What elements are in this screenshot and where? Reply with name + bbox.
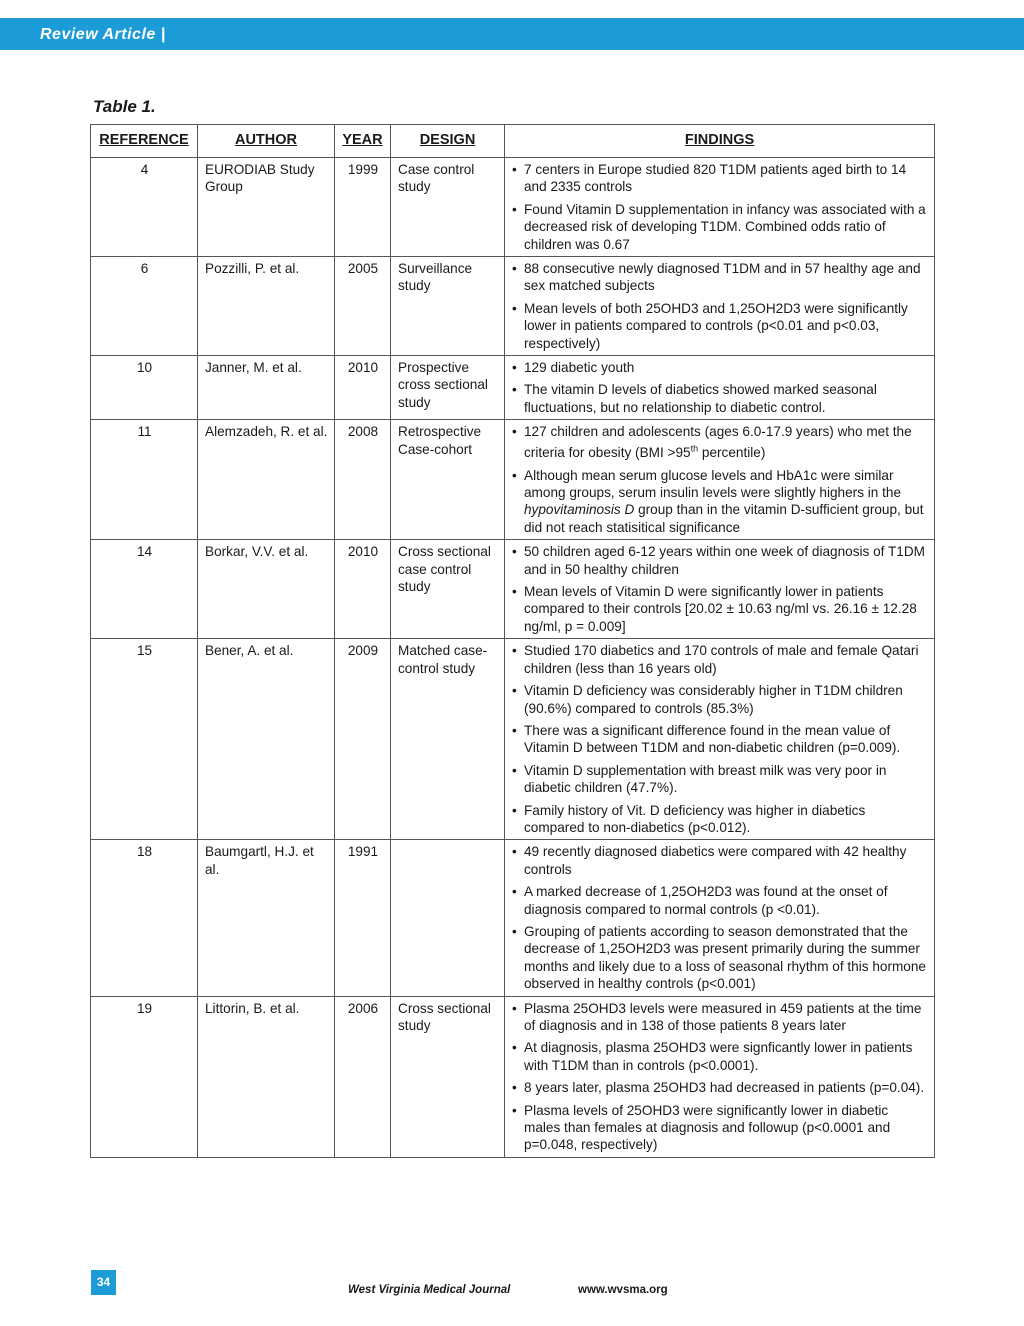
cell-findings [505,996,935,1157]
finding-item [512,543,928,578]
cell-year: 2008 [335,420,391,540]
table-header-row [91,125,935,158]
column-header-author: AUTHOR [198,125,335,158]
cell-reference: 19 [91,996,198,1157]
section-label: Review Article | [40,26,166,43]
bullet-icon: • [512,300,517,316]
table-row [91,840,935,996]
bullet-icon: • [512,261,517,277]
table-row [91,158,935,257]
footer-url: www.wvsma.org [578,1284,668,1296]
finding-item [512,381,928,416]
bullet-icon: • [512,884,517,900]
finding-item [512,161,928,196]
bullet-icon: • [512,544,517,560]
table-row [91,420,935,540]
findings-list [512,843,928,992]
cell-design: Cross sectional study [391,996,505,1157]
bullet-icon: • [512,722,517,738]
findings-list [512,423,928,536]
findings-list [512,359,928,416]
bullet-icon: • [512,382,517,398]
finding-item [512,423,928,461]
finding-text: Although mean serum glucose levels and HbA1c were similar among groups, serum insulin levels were slightly highers in the hypovitaminosis D group than in the vitamin D-sufficient group, but did not reach statisitical significance [524,467,924,535]
cell-year: 2009 [335,639,391,840]
finding-item [512,883,928,918]
finding-text: 88 consecutive newly diagnosed T1DM and in 57 healthy age and sex matched subjects [524,261,921,294]
cell-design [391,840,505,996]
cell-findings [505,639,935,840]
finding-item [512,260,928,295]
table-row [91,257,935,356]
bullet-icon: • [512,1102,517,1118]
table-body [91,158,935,1158]
cell-year: 2010 [335,356,391,420]
finding-text: 129 diabetic youth [524,360,635,376]
finding-text: Mean levels of Vitamin D were significantly lower in patients compared to their controls [20.02 ± 10.63 ng/ml vs. 26.16 ± 12.28 ng/ml, p = 0.009] [524,584,917,634]
cell-design: Matched case-control study [391,639,505,840]
column-header-design: DESIGN [391,125,505,158]
cell-design: Prospective cross sectional study [391,356,505,420]
cell-design: Case control study [391,158,505,257]
finding-item [512,682,928,717]
cell-findings [505,356,935,420]
finding-text: Vitamin D supplementation with breast milk was very poor in diabetic children (47.7%). [524,762,887,796]
bullet-icon: • [512,923,517,939]
bullet-icon: • [512,1040,517,1056]
cell-findings [505,840,935,996]
finding-item [512,923,928,993]
cell-reference: 15 [91,639,198,840]
bullet-icon: • [512,762,517,778]
finding-text: 49 recently diagnosed diabetics were compared with 42 healthy controls [524,844,907,877]
column-header-reference: REFERENCE [91,125,198,158]
finding-item [512,762,928,797]
bullet-icon: • [512,643,517,659]
cell-design: Surveillance study [391,257,505,356]
page-number: 34 [91,1270,116,1295]
column-header-year: YEAR [335,125,391,158]
bullet-icon: • [512,467,517,483]
cell-findings [505,420,935,540]
findings-list [512,642,928,836]
finding-item [512,300,928,352]
cell-reference: 11 [91,420,198,540]
finding-item [512,1079,928,1096]
finding-item [512,722,928,757]
findings-list [512,161,928,253]
bullet-icon: • [512,424,517,440]
cell-year: 2010 [335,540,391,639]
table-row [91,540,935,639]
finding-text: Mean levels of both 25OHD3 and 1,25OH2D3 were significantly lower in patients compared to controls (p<0.01 and p<0.03, respectively) [524,300,908,351]
cell-findings [505,158,935,257]
cell-year: 1991 [335,840,391,996]
finding-item [512,1000,928,1035]
findings-list [512,543,928,635]
table-row [91,639,935,840]
finding-text: There was a significant difference found in the mean value of Vitamin D between T1DM and non-diabetic children (p=0.009). [524,722,901,756]
cell-year: 1999 [335,158,391,257]
finding-text: 7 centers in Europe studied 820 T1DM patients aged birth to 14 and 2335 controls [524,162,907,195]
cell-author: Pozzilli, P. et al. [198,257,335,356]
findings-list [512,260,928,352]
cell-reference: 14 [91,540,198,639]
finding-item [512,843,928,878]
bullet-icon: • [512,683,517,699]
findings-list [512,1000,928,1154]
finding-text: A marked decrease of 1,25OH2D3 was found at the onset of diagnosis compared to normal controls (p <0.01). [524,884,888,917]
cell-reference: 4 [91,158,198,257]
cell-reference: 6 [91,257,198,356]
cell-author: Baumgartl, H.J. et al. [198,840,335,996]
cell-findings [505,257,935,356]
finding-text: 8 years later, plasma 25OHD3 had decreased in patients (p=0.04). [524,1080,925,1096]
cell-author: EURODIAB Study Group [198,158,335,257]
finding-text: Grouping of patients according to season demonstrated that the decrease of 1,25OH2D3 was present primarily during the summer months and likely due to a loss of seasonal rhythm of this hormone observed in healthy controls (p<0.001) [524,923,926,992]
finding-text: Vitamin D deficiency was considerably higher in T1DM children (90.6%) compared to controls (85.3%) [524,683,903,716]
cell-design: Retrospective Case-cohort [391,420,505,540]
bullet-icon: • [512,162,517,177]
finding-text: The vitamin D levels of diabetics showed marked seasonal fluctuations, but no relationship to diabetic control. [524,382,877,415]
finding-item [512,201,928,253]
finding-text: At diagnosis, plasma 25OHD3 were signficantly lower in patients with T1DM than in controls (p<0.0001). [524,1040,913,1073]
table-row [91,996,935,1157]
bullet-icon: • [512,584,517,600]
finding-item [512,1039,928,1074]
cell-year: 2006 [335,996,391,1157]
cell-author: Littorin, B. et al. [198,996,335,1157]
cell-author: Janner, M. et al. [198,356,335,420]
cell-reference: 10 [91,356,198,420]
finding-item [512,1102,928,1154]
bullet-icon: • [512,802,517,818]
bullet-icon: • [512,1080,517,1096]
finding-text: Plasma 25OHD3 levels were measured in 459 patients at the time of diagnosis and in 138 of those patients 8 years later [524,1000,922,1033]
finding-text: Family history of Vit. D deficiency was higher in diabetics compared to non-diabetics (p<0.012). [524,802,866,835]
finding-item [512,583,928,635]
cell-design: Cross sectional case control study [391,540,505,639]
column-header-findings: FINDINGS [505,125,935,158]
bullet-icon: • [512,360,517,376]
bullet-icon: • [512,1000,517,1016]
cell-reference: 18 [91,840,198,996]
table-title: Table 1. [93,97,156,116]
footer-journal: West Virginia Medical Journal [348,1284,511,1296]
cell-author: Alemzadeh, R. et al. [198,420,335,540]
header-banner [0,18,1024,50]
table-row [91,356,935,420]
finding-text: 50 children aged 6-12 years within one week of diagnosis of T1DM and in 50 healthy children [524,544,925,577]
finding-text: Plasma levels of 25OHD3 were significantly lower in diabetic males than females at diagnosis and followup (p<0.0001 and p=0.048, respectively) [524,1102,891,1153]
cell-author: Bener, A. et al. [198,639,335,840]
finding-text: Found Vitamin D supplementation in infancy was associated with a decreased risk of developing T1DM. Combined odds ratio of children was 0.67 [524,201,926,252]
cell-findings [505,540,935,639]
bullet-icon: • [512,844,517,860]
finding-item [512,642,928,677]
finding-item [512,467,928,537]
cell-year: 2005 [335,257,391,356]
finding-text: 127 children and adolescents (ages 6.0-17.9 years) who met the criteria for obesity (BMI >95th percentile) [524,424,912,461]
review-table [90,124,935,1158]
finding-item [512,359,928,376]
cell-author: Borkar, V.V. et al. [198,540,335,639]
bullet-icon: • [512,201,517,217]
finding-item [512,802,928,837]
finding-text: Studied 170 diabetics and 170 controls of male and female Qatari children (less than 16 years old) [524,643,919,676]
